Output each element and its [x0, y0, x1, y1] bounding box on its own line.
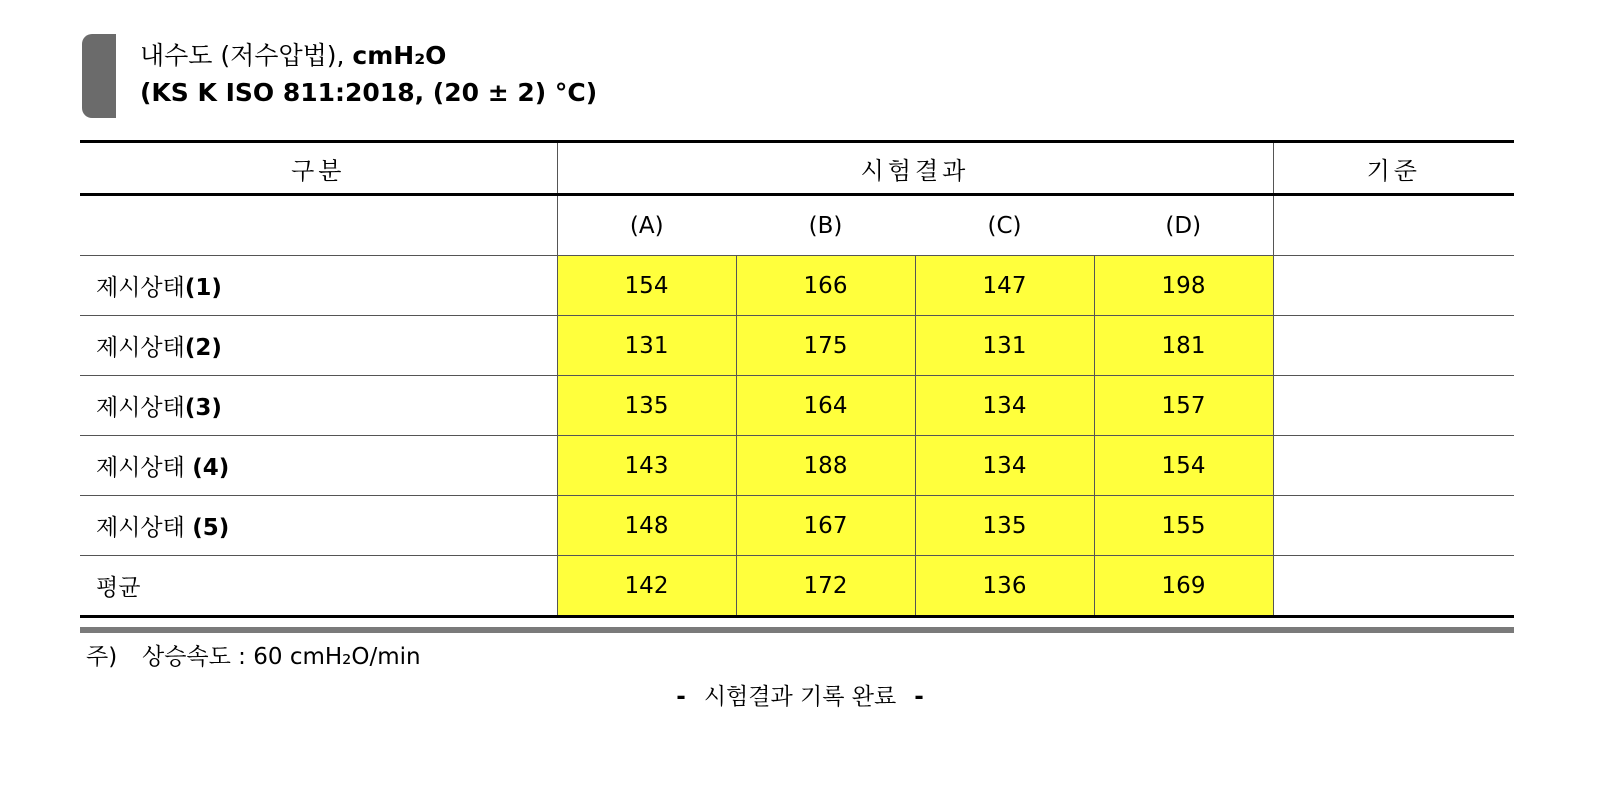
title-marker-bar: [82, 34, 116, 118]
cell-d: 169: [1094, 556, 1273, 617]
subheader-empty: [80, 195, 557, 256]
cell-c: 147: [915, 256, 1094, 316]
cell-standard: [1273, 436, 1514, 496]
header-standard: 기준: [1273, 142, 1514, 195]
footer-dash-right: -: [914, 684, 924, 710]
subheader-d: (D): [1094, 195, 1273, 256]
table-row: [80, 316, 1514, 376]
cell-a: 154: [557, 256, 736, 316]
header-gubun: 구분: [80, 142, 557, 195]
section-divider: [80, 627, 1514, 633]
cell-b: 175: [736, 316, 915, 376]
cell-a: 143: [557, 436, 736, 496]
results-table: [80, 140, 1514, 618]
cell-a: 131: [557, 316, 736, 376]
cell-d: 154: [1094, 436, 1273, 496]
row-label: 제시상태(2): [80, 316, 557, 376]
table-subheader-row: [80, 195, 1514, 256]
subheader-standard-empty: [1273, 195, 1514, 256]
subheader-a: (A): [557, 195, 736, 256]
row-label-average: 평균: [80, 556, 557, 617]
footer-text: 시험결과 기록 완료: [703, 684, 897, 710]
cell-b: 164: [736, 376, 915, 436]
completion-footer: [0, 678, 1600, 711]
cell-standard: [1273, 556, 1514, 617]
title-line-1: [140, 36, 446, 72]
table-header-row: [80, 142, 1514, 195]
table-row: [80, 436, 1514, 496]
cell-d: 157: [1094, 376, 1273, 436]
cell-a: 142: [557, 556, 736, 617]
cell-b: 172: [736, 556, 915, 617]
cell-c: 134: [915, 376, 1094, 436]
footer-dash-left: -: [676, 684, 686, 710]
footnote: [86, 638, 421, 671]
cell-d: 181: [1094, 316, 1273, 376]
cell-b: 167: [736, 496, 915, 556]
cell-a: 135: [557, 376, 736, 436]
title-unit: cmH₂O: [352, 41, 447, 70]
section-title: [82, 34, 782, 118]
cell-standard: [1273, 256, 1514, 316]
cell-c: 131: [915, 316, 1094, 376]
footnote-prefix: 주): [86, 644, 118, 670]
table-row-average: [80, 556, 1514, 617]
footnote-text: 상승속도 : 60 cmH₂O/min: [142, 644, 421, 670]
table-row: [80, 376, 1514, 436]
row-label: 제시상태(3): [80, 376, 557, 436]
title-main-text: 내수도 (저수압법),: [140, 41, 353, 70]
cell-c: 134: [915, 436, 1094, 496]
cell-a: 148: [557, 496, 736, 556]
cell-standard: [1273, 376, 1514, 436]
subheader-c: (C): [915, 195, 1094, 256]
table-row: [80, 496, 1514, 556]
cell-b: 166: [736, 256, 915, 316]
title-line-2: (KS K ISO 811:2018, (20 ± 2) °C): [140, 78, 598, 107]
cell-b: 188: [736, 436, 915, 496]
row-label: 제시상태 (5): [80, 496, 557, 556]
cell-d: 155: [1094, 496, 1273, 556]
row-label: 제시상태(1): [80, 256, 557, 316]
cell-standard: [1273, 316, 1514, 376]
cell-standard: [1273, 496, 1514, 556]
cell-c: 136: [915, 556, 1094, 617]
cell-d: 198: [1094, 256, 1273, 316]
header-results: 시험결과: [557, 142, 1273, 195]
subheader-b: (B): [736, 195, 915, 256]
table-row: [80, 256, 1514, 316]
row-label: 제시상태 (4): [80, 436, 557, 496]
cell-c: 135: [915, 496, 1094, 556]
